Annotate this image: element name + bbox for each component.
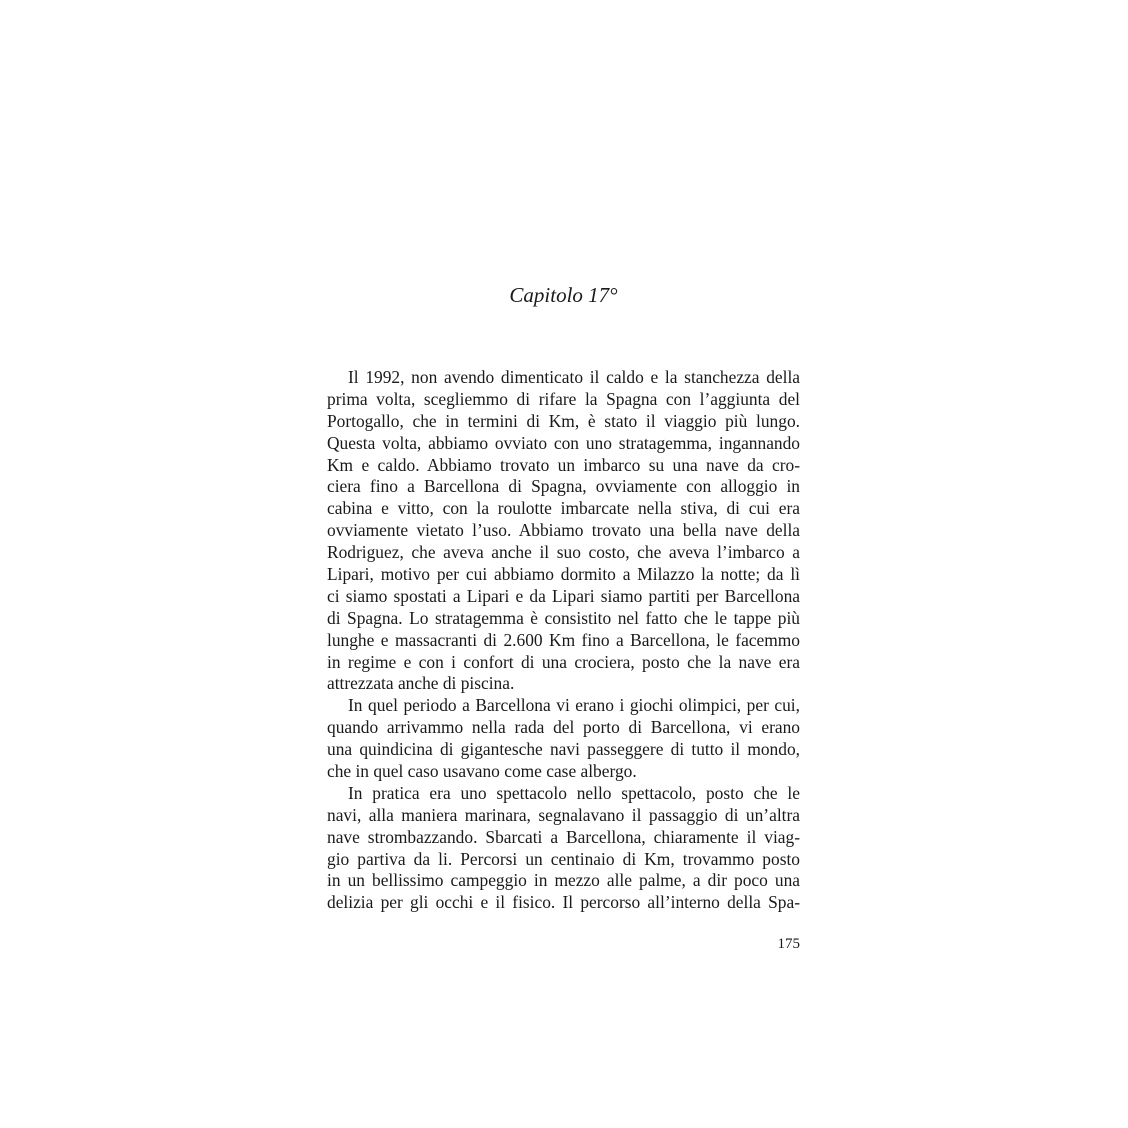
text-line: cabina e vitto, con la roulotte imbarcate nella stiva, di cui era	[327, 498, 800, 519]
text-line: In quel periodo a Barcellona vi erano i giochi olimpici, per cui,	[348, 695, 800, 716]
text-line: navi, alla maniera marinara, segnalavano il passaggio di un’altra	[327, 804, 800, 825]
text-line: di Spagna. Lo stratagemma è consistito nel fatto che le tappe più	[327, 607, 800, 628]
text-line: Rodriguez, che aveva anche il suo costo, che aveva l’imbarco a	[327, 542, 800, 563]
text-line: Questa volta, abbiamo ovviato con uno stratagemma, ingannando	[327, 432, 800, 453]
text-line: prima volta, scegliemmo di rifare la Spagna con l’aggiunta del	[327, 388, 800, 409]
text-line: quando arrivammo nella rada del porto di Barcellona, vi erano	[327, 717, 800, 738]
text-line: gio partiva da li. Percorsi un centinaio di Km, trovammo posto	[327, 848, 800, 869]
text-line: delizia per gli occhi e il fisico. Il percorso all’interno della Spa-	[327, 892, 800, 913]
text-line: Portogallo, che in termini di Km, è stato il viaggio più lungo.	[327, 410, 800, 431]
text-line: ciera fino a Barcellona di Spagna, ovviamente con alloggio in	[327, 476, 800, 497]
text-line: Km e caldo. Abbiamo trovato un imbarco su una nave da cro-	[327, 454, 800, 475]
chapter-title: Capitolo 17°	[509, 283, 618, 307]
text-line: attrezzata anche di piscina.	[327, 673, 515, 694]
text-line: Il 1992, non avendo dimenticato il caldo e la stanchezza della	[348, 367, 800, 387]
text-line: Lipari, motivo per cui abbiamo dormito a Milazzo la notte; da lì	[327, 564, 800, 585]
page-number: 175	[777, 936, 800, 952]
text-line: una quindicina di gigantesche navi passeggere di tutto il mondo,	[327, 739, 800, 760]
text-line: in regime e con i confort di una crociera, posto che la nave era	[327, 651, 800, 672]
text-line: lunghe e massacranti di 2.600 Km fino a Barcellona, le facemmo	[327, 629, 800, 650]
text-line: che in quel caso usavano come case albergo.	[327, 761, 637, 782]
text-line: ovviamente vietato l’uso. Abbiamo trovato una bella nave della	[327, 520, 800, 541]
text-line: ci siamo spostati a Lipari e da Lipari siamo partiti per Barcellona	[327, 585, 800, 606]
text-line: In pratica era uno spettacolo nello spettacolo, posto che le	[348, 782, 800, 803]
text-line: nave strombazzando. Sbarcati a Barcellona, chiaramente il viag-	[327, 826, 800, 847]
text-line: in un bellissimo campeggio in mezzo alle palme, a dir poco una	[327, 870, 800, 891]
body-text	[327, 367, 800, 914]
